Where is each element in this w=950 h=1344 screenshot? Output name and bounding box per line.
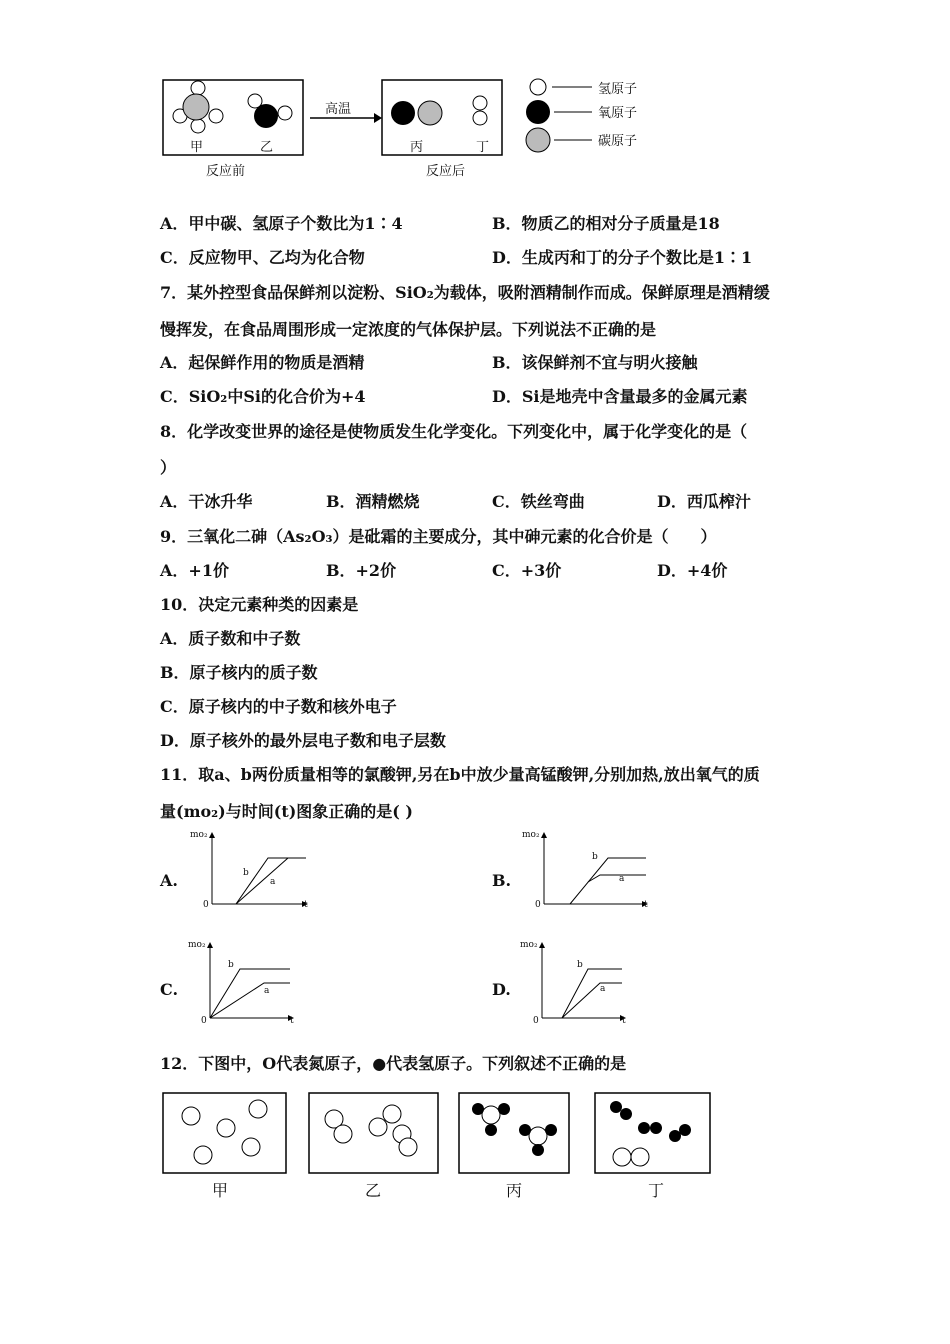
- q7-option-b: B．该保鲜剂不宜与明火接触: [492, 353, 698, 372]
- q12-stem: 12．下图中，O代表氮原子，●代表氢原子。下列叙述不正确的是: [160, 1054, 627, 1073]
- ding-label: 丁: [476, 140, 490, 155]
- q11-graph-a-xlabel: t: [304, 900, 308, 910]
- q6-option-a: A．甲中碳、氢原子个数比为1∶4: [160, 214, 403, 233]
- q11-graph-b-ylabel: mo₂: [522, 830, 540, 840]
- q7-stem-1: 7．某外控型食品保鲜剂以淀粉、SiO₂为载体，吸附酒精制作而成。保鲜原理是酒精缓: [160, 283, 770, 302]
- q9-option-a: A．+1价: [160, 561, 229, 580]
- q6-option-c: C．反应物甲、乙均为化合物: [160, 248, 365, 267]
- q11-option-a-label: A.: [160, 871, 178, 890]
- q10-option-c: C．原子核内的中子数和核外电子: [160, 697, 397, 716]
- q10-stem: 10．决定元素种类的因素是: [160, 595, 359, 614]
- q6-option-b: B．物质乙的相对分子质量是18: [492, 214, 720, 233]
- q11-graph-d-ylabel: mo₂: [520, 940, 538, 950]
- q9-stem: 9．三氧化二砷（As₂O₃）是砒霜的主要成分，其中砷元素的化合价是（ ）: [160, 527, 717, 546]
- q11-stem-2: 量(mo₂)与时间(t)图象正确的是( ): [160, 802, 413, 821]
- legend-oxygen: 氧原子: [598, 106, 638, 121]
- arrow-label: 高温: [325, 102, 352, 117]
- q11-graph-c-xlabel: t: [290, 1016, 294, 1026]
- q11-graph-b-a: a: [619, 874, 625, 884]
- q9-option-c: C．+3价: [492, 561, 562, 580]
- reaction-diagram: [160, 74, 660, 184]
- q8-option-c: C．铁丝弯曲: [492, 492, 585, 511]
- before-caption: 反应前: [206, 164, 246, 179]
- q11-graph-a-origin: 0: [203, 900, 209, 910]
- yi-label: 乙: [260, 140, 274, 155]
- q10-option-d: D．原子核外的最外层电子数和电子层数: [160, 731, 446, 750]
- q8-option-d: D．西瓜榨汁: [657, 492, 751, 511]
- q11-graph-d-b: b: [577, 960, 583, 970]
- q11-option-c-label: C.: [160, 980, 179, 999]
- q8-option-a: A．干冰升华: [160, 492, 253, 511]
- q11-graph-c-b: b: [228, 960, 234, 970]
- q11-graph-a-b: b: [243, 868, 249, 878]
- q11-graph-a-ylabel: mo₂: [190, 830, 208, 840]
- q11-graph-c: [186, 940, 306, 1030]
- q11-graph-b: [518, 830, 658, 916]
- q11-graph-c-a: a: [264, 986, 270, 996]
- q8-stem-1: 8．化学改变世界的途径是使物质发生化学变化。下列变化中，属于化学变化的是（: [160, 422, 748, 441]
- q11-stem-1: 11．取a、b两份质量相等的氯酸钾,另在b中放少量高锰酸钾,分别加热,放出氧气的质: [160, 765, 760, 784]
- q8-stem-2: ）: [160, 458, 177, 477]
- q11-option-d-label: D.: [492, 980, 511, 999]
- q12-caption-jia: 甲: [212, 1181, 229, 1200]
- q11-graph-c-origin: 0: [201, 1016, 207, 1026]
- legend-carbon: 碳原子: [598, 134, 638, 149]
- q11-graph-d-a: a: [600, 984, 606, 994]
- q11-graph-b-xlabel: t: [644, 900, 648, 910]
- q10-option-a: A．质子数和中子数: [160, 629, 301, 648]
- q11-graph-b-origin: 0: [535, 900, 541, 910]
- q11-option-b-label: B.: [492, 871, 512, 890]
- q7-option-c: C．SiO₂中Si的化合价为+4: [160, 387, 366, 406]
- q12-caption-bing: 丙: [506, 1181, 523, 1200]
- q11-graph-c-ylabel: mo₂: [188, 940, 206, 950]
- legend-hydrogen: 氢原子: [598, 82, 638, 97]
- q7-stem-2: 慢挥发，在食品周围形成一定浓度的气体保护层。下列说法不正确的是: [160, 320, 657, 339]
- q12-caption-ding: 丁: [648, 1181, 665, 1200]
- q6-option-d: D．生成丙和丁的分子个数比是1∶1: [492, 248, 753, 267]
- after-caption: 反应后: [426, 164, 466, 179]
- q7-option-a: A．起保鲜作用的物质是酒精: [160, 353, 365, 372]
- q7-option-d: D．Si是地壳中含量最多的金属元素: [492, 387, 748, 406]
- bing-label: 丙: [410, 140, 424, 155]
- q9-option-d: D．+4价: [657, 561, 728, 580]
- jia-label: 甲: [190, 140, 204, 155]
- q8-option-b: B．酒精燃烧: [326, 492, 420, 511]
- q11-graph-b-b: b: [592, 852, 598, 862]
- q12-particle-diagrams: [160, 1090, 720, 1210]
- q11-graph-d-origin: 0: [533, 1016, 539, 1026]
- q11-graph-a: [186, 830, 316, 916]
- q9-option-b: B．+2价: [326, 561, 397, 580]
- q12-caption-yi: 乙: [365, 1181, 382, 1200]
- q10-option-b: B．原子核内的质子数: [160, 663, 318, 682]
- q11-graph-d-xlabel: t: [622, 1016, 626, 1026]
- q11-graph-a-a: a: [270, 877, 276, 887]
- q11-graph-d: [518, 940, 638, 1030]
